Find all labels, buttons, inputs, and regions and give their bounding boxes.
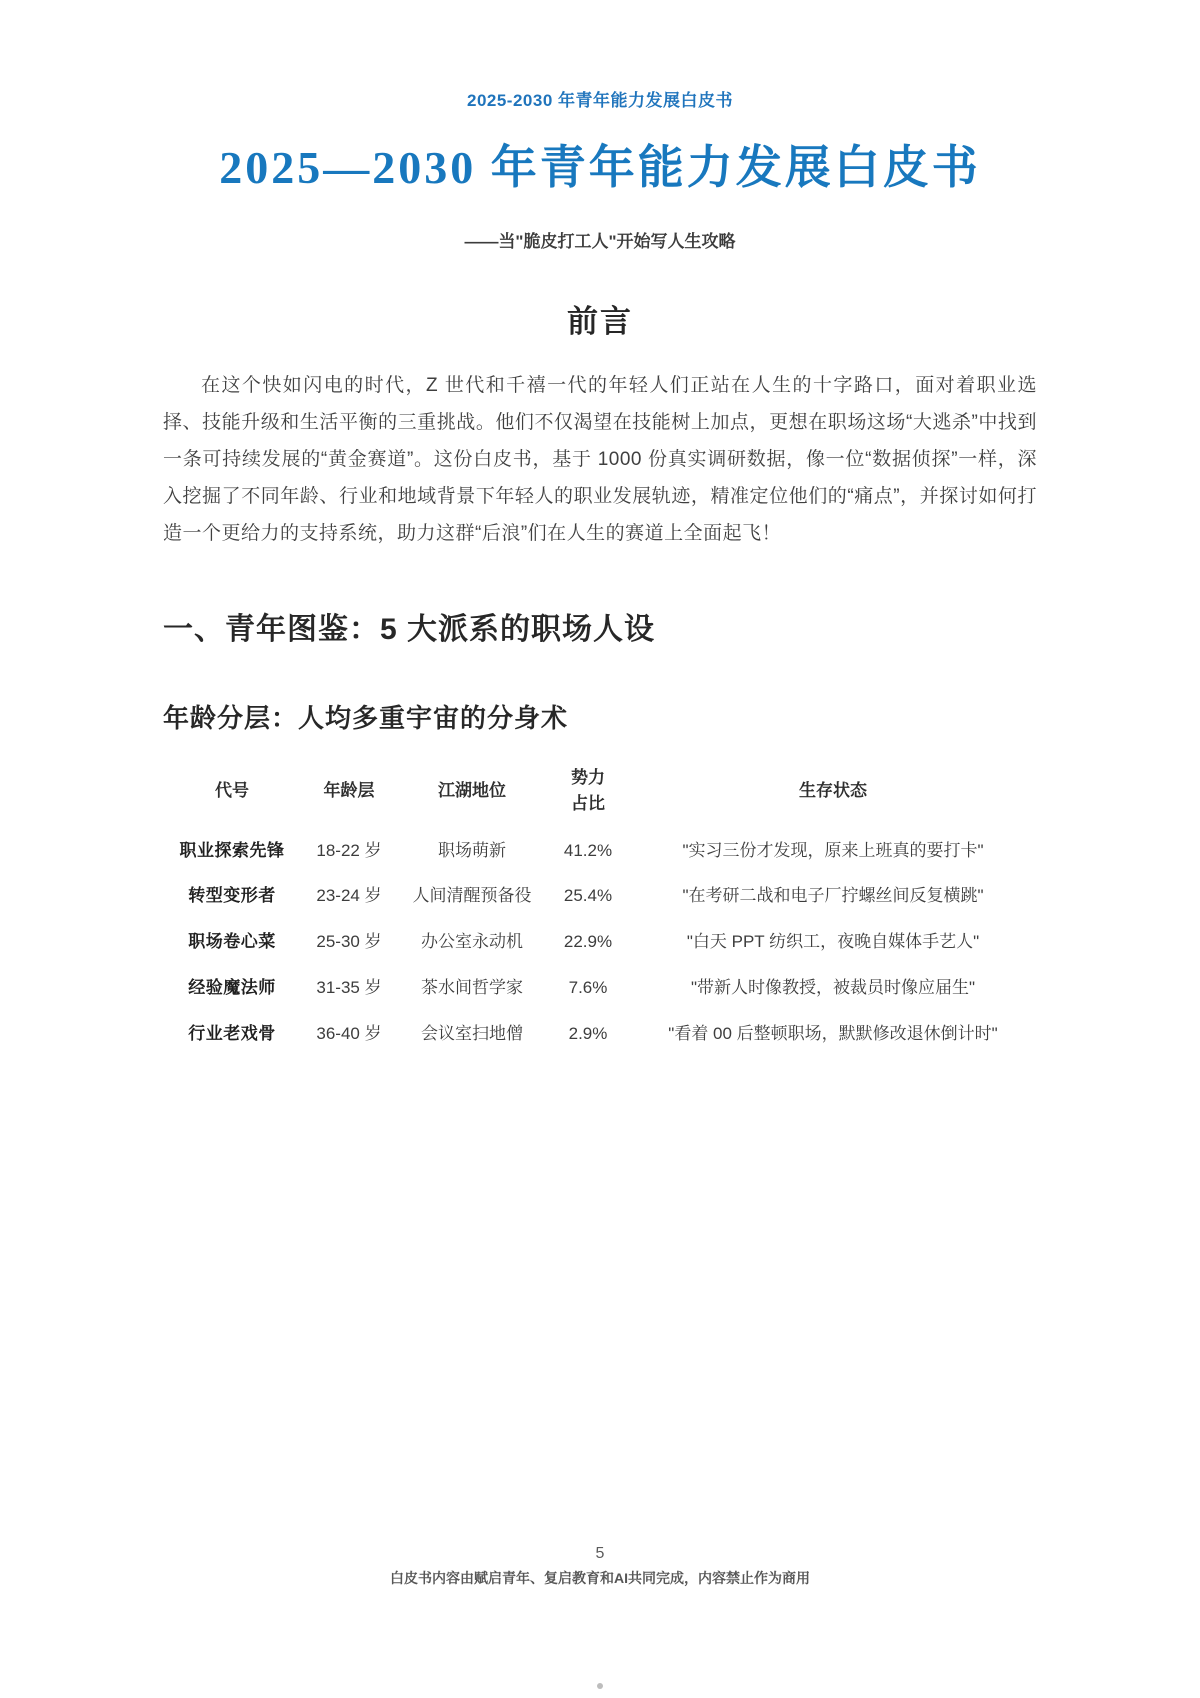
bottom-dot-marker: [597, 1683, 603, 1689]
table-row: [163, 965, 1037, 1011]
preface-heading: 前言: [567, 304, 633, 339]
persona-age: 18-22 岁: [316, 840, 382, 860]
persona-share: 25.4%: [563, 886, 613, 906]
table-header-share-label: 势力占比: [570, 768, 605, 814]
persona-share: 2.9%: [568, 1023, 608, 1043]
persona-share: 7.6%: [568, 978, 608, 998]
persona-status: 人间清醒预备役: [412, 886, 532, 906]
persona-age: 31-35 岁: [316, 978, 382, 998]
running-header: 2025-2030 年青年能力发展白皮书: [466, 91, 734, 110]
persona-code: 职场卷心菜: [188, 932, 276, 952]
preface-paragraph: 在这个快如闪电的时代，Z 世代和千禧一代的年轻人们正站在人生的十字路口，面对着职业选择、技能升级和生活平衡的三重挑战。他们不仅渴望在技能树上加点，更想在职场这场“大逃杀”中找到一条可持续发展的“黄金赛道”。这份白皮书，基于 1000 份真实调研数据，像一位“数据侦探”一样，深入挖掘了不同年龄、行业和地域背景下年轻人的职业发展轨迹，精准定位他们的“痛点”，并探讨如何打造一个更给力的支持系统，助力这群“后浪”们在人生的赛道上全面起飞！: [163, 375, 1037, 544]
page-number: 5: [595, 1545, 605, 1562]
table-header-row: [163, 759, 1037, 828]
table-row: [163, 919, 1037, 965]
persona-status: 职场萌新: [438, 840, 506, 860]
page-subtitle: ——当"脆皮打工人"开始写人生攻略: [464, 232, 736, 251]
table-row: [163, 1011, 1037, 1057]
persona-share: 41.2%: [563, 840, 613, 860]
persona-code: 经验魔法师: [188, 978, 276, 998]
table-row: [163, 828, 1037, 874]
persona-quote: "实习三份才发现，原来上班真的要打卡": [682, 840, 984, 860]
persona-code: 职业探索先锋: [179, 840, 285, 860]
persona-quote: "在考研二战和电子厂拧螺丝间反复横跳": [682, 886, 984, 906]
page-title: 2025—2030 年青年能力发展白皮书: [219, 142, 981, 193]
table-row: [163, 873, 1037, 919]
persona-quote: "带新人时像教授，被裁员时像应届生": [690, 978, 976, 998]
persona-status: 茶水间哲学家: [421, 978, 523, 998]
subsection-heading: 年龄分层：人均多重宇宙的分身术: [163, 703, 569, 733]
table-header-status: 江湖地位: [438, 781, 506, 801]
persona-quote: "看着 00 后整顿职场，默默修改退休倒计时": [668, 1023, 998, 1043]
persona-quote: "白天 PPT 纺织工，夜晚自媒体手艺人": [686, 932, 980, 952]
persona-code: 转型变形者: [188, 886, 276, 906]
table-header-quote: 生存状态: [799, 781, 867, 801]
persona-status: 办公室永动机: [421, 932, 523, 952]
persona-age: 25-30 岁: [316, 932, 382, 952]
table-header-age: 年龄层: [323, 781, 375, 801]
persona-status: 会议室扫地僧: [421, 1023, 523, 1043]
page-footer: [0, 1544, 1200, 1588]
persona-age: 36-40 岁: [316, 1023, 382, 1043]
persona-share: 22.9%: [563, 932, 613, 952]
persona-age: 23-24 岁: [316, 886, 382, 906]
section-heading: 一、青年图鉴：5 大派系的职场人设: [163, 613, 656, 646]
table-header-share: [547, 759, 629, 828]
persona-code: 行业老戏骨: [188, 1023, 276, 1043]
table-header-code: 代号: [215, 781, 249, 801]
persona-table: [163, 759, 1037, 1057]
footer-credit: 白皮书内容由赋启青年、复启教育和AI共同完成，内容禁止作为商用: [390, 1570, 810, 1586]
